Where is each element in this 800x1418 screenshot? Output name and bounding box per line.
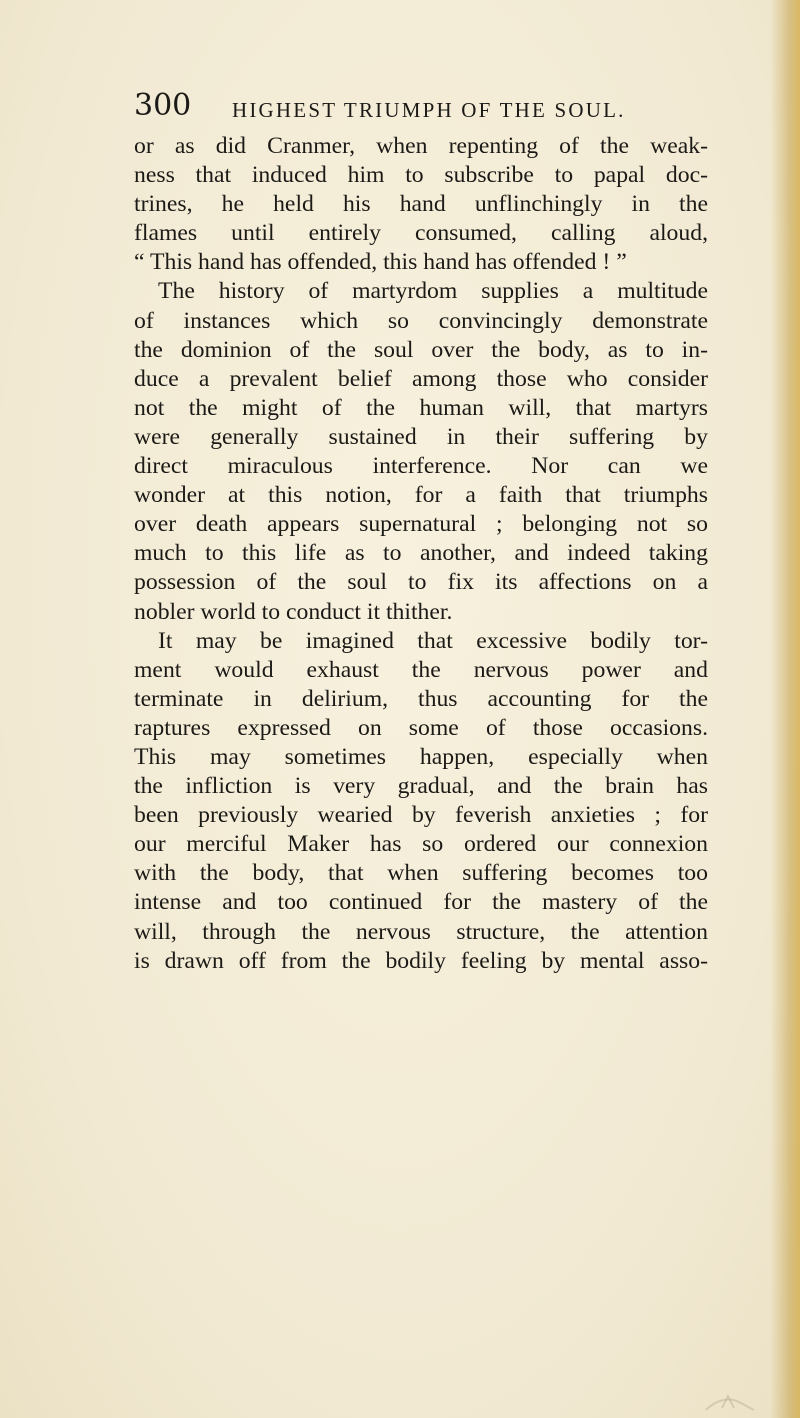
text-line: trines, he held his hand unflinchingly in the	[134, 191, 708, 218]
page-number: 300	[134, 88, 192, 123]
running-head	[0, 88, 800, 128]
text-line: or as did Cranmer, when repenting of the weak-	[134, 133, 708, 159]
text-line: will, through the nervous structure, the attention	[134, 918, 708, 945]
running-title: HIGHEST TRIUMPH OF THE SOUL.	[232, 98, 626, 122]
text-line: duce a prevalent belief among those who consider	[134, 365, 708, 392]
text-line: possession of the soul to fix its affections on a	[134, 569, 708, 596]
paper-smudge	[700, 1384, 760, 1414]
text-line: of instances which so convincingly demonstrate	[134, 307, 708, 334]
text-line: The history of martyrdom supplies a multitude	[158, 278, 708, 305]
text-line: This may sometimes happen, especially when	[134, 743, 708, 770]
body-text	[134, 132, 708, 976]
text-line: been previously wearied by feverish anxieties ; for	[134, 802, 708, 829]
text-line: over death appears supernatural ; belonging not so	[134, 511, 708, 538]
text-line: is drawn off from the bodily feeling by mental asso-	[134, 947, 708, 974]
text-line: with the body, that when suffering becomes too	[134, 860, 708, 887]
text-line: “ This hand has offended, this hand has offended ! ”	[134, 249, 627, 276]
text-line: raptures expressed on some of those occasions.	[134, 714, 708, 741]
text-line: the infliction is very gradual, and the brain has	[134, 773, 708, 800]
text-line: were generally sustained in their suffering by	[134, 423, 708, 450]
text-line: intense and too continued for the mastery of the	[134, 889, 708, 916]
text-line: terminate in delirium, thus accounting for the	[134, 685, 708, 712]
text-line: wonder at this notion, for a faith that triumphs	[134, 482, 708, 509]
text-line: ment would exhaust the nervous power and	[134, 656, 708, 683]
text-line: ness that induced him to subscribe to papal doc-	[134, 162, 708, 189]
text-line: flames until entirely consumed, calling aloud,	[134, 220, 708, 247]
text-line: our merciful Maker has so ordered our connexion	[134, 831, 708, 858]
text-line: It may be imagined that excessive bodily tor-	[158, 627, 708, 654]
text-line: the dominion of the soul over the body, as to in-	[134, 336, 708, 363]
text-line: direct miraculous interference. Nor can we	[134, 453, 708, 480]
text-line: nobler world to conduct it thither.	[134, 598, 453, 625]
text-line: not the might of the human will, that martyrs	[134, 394, 708, 421]
text-line: much to this life as to another, and indeed taking	[134, 540, 708, 567]
